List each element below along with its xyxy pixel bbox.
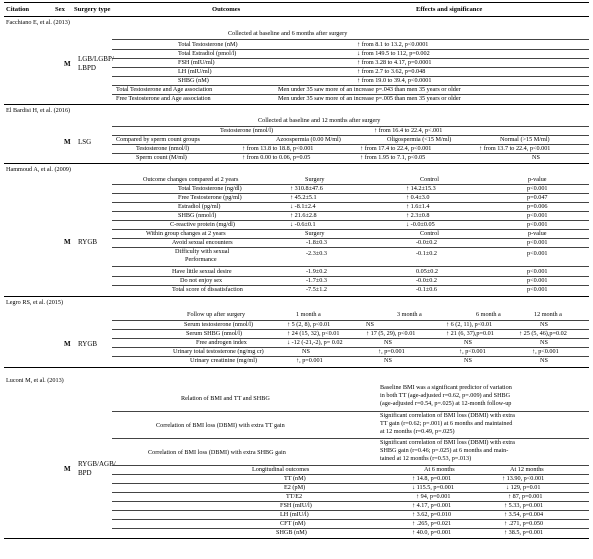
effect-value: Men under 35 saw more of an increase p=.005 than men 35 years or older (278, 95, 461, 102)
effect-value: NS (384, 357, 392, 364)
effect-value: ↑ 6 (2, 11), p<0.01 (446, 321, 493, 328)
row-rule (112, 356, 589, 357)
effect-value: NS (366, 321, 374, 328)
effect-value: ↑ 14.2±15.3 (406, 185, 436, 192)
effect-value: ↓ -0.6±0.1 (290, 221, 316, 228)
effect-value: ↓ 129, p=0.01 (506, 484, 541, 491)
effect-line: Significant correlation of BMI loss (DBMI) with extra (380, 439, 515, 446)
section-col-header: 6 month a (476, 311, 501, 318)
effect-value: ↑ .271, p=0.050 (504, 520, 544, 527)
effect-value: p<0.001 (527, 250, 548, 257)
effect-value: ↑ 25 (5, 46),p=0.02 (519, 330, 567, 337)
outcome-label: Sperm count (M/ml) (136, 154, 187, 161)
section-col-header: p-value (528, 176, 547, 183)
surgery-type: RYGB/AGB/ (78, 460, 116, 468)
outcome-label: Performance (185, 256, 217, 263)
sex-value: M (64, 238, 71, 246)
effect-value: ↑ 310.8±47.6 (290, 185, 323, 192)
effect-value: 0.05±0.2 (416, 268, 438, 275)
section-col-header: Control (420, 176, 439, 183)
effect-value: ↑ .265, p=0.021 (412, 520, 452, 527)
effect-value: ↑ 1.6±1.4 (406, 203, 430, 210)
outcome-label: LH (mIU/l) (280, 511, 309, 518)
outcome-label: E2 (pM) (284, 484, 306, 491)
effect-value: ↑ from 19.0 to 39.4, p<0.0001 (357, 77, 432, 84)
effect-value: -0.1±0.2 (416, 250, 437, 257)
outcome-label: Testosterone (nmol/l) (136, 145, 190, 152)
outcome-label: Total Estradiol (pmol/l) (178, 50, 237, 57)
effect-value: ↑ from 13.7 to 22.4, p<0.001 (479, 145, 551, 152)
effect-value: p=0.006 (527, 203, 548, 210)
effect-value: ↓ -0.0±0.05 (406, 221, 435, 228)
sex-value: M (64, 60, 71, 68)
effect-value: -1.8±0.3 (306, 239, 327, 246)
section-subheader: Collected at baseline and 12 months after surgery (258, 117, 381, 124)
effect-value: ↑ from 17.4 to 22.4, p<0.001 (360, 145, 432, 152)
effect-value: NS (540, 321, 548, 328)
citation: Facchiano E, et al. (2013) (6, 19, 70, 26)
effect-value: ↑, p<0.001 (532, 348, 559, 355)
table-bottom-rule (4, 538, 589, 539)
outcome-label: C-reactive protein (mg/dl) (170, 221, 235, 228)
sex-value: M (64, 340, 71, 348)
outcome-label: Urinary total testosterone (ng/mg cr) (173, 348, 264, 355)
outcome-label: TT (nM) (284, 475, 306, 482)
section-col-header: At 12 months (510, 466, 544, 473)
effect-value: p<0.001 (527, 185, 548, 192)
section-col-header: Control (420, 230, 439, 237)
section-col-header: 12 month a (534, 311, 562, 318)
effect-value: -1.7±0.3 (306, 277, 327, 284)
outcome-label: FSH (mIU/ml) (178, 59, 215, 66)
effect-value: ↑ 5.33, p=0.001 (504, 502, 544, 509)
section-col-header: At 6 months (424, 466, 455, 473)
effect-line: Baseline BMI was a significant predictor of variation (380, 384, 512, 391)
effect-value: Men under 35 saw more of an increase p=.043 than men 35 years or older (278, 86, 461, 93)
outcome-label: Serum SHBG (nmol/l) (186, 330, 243, 337)
sex-value: M (64, 465, 71, 473)
outcome-label: Correlation of BMI loss (DBMI) with extra SHBG gain (148, 449, 286, 456)
row-rule (112, 338, 589, 339)
citation: Hammoud A, et al. (2009) (6, 166, 71, 173)
effect-value: ↑ from 2.7 to 3.62, p=0.048 (357, 68, 426, 75)
effect-value: ↑ 38.5, p=0.001 (504, 529, 544, 536)
effect-value: ↑ 40.0, p=0.001 (412, 529, 452, 536)
effect-value: ↓ -8.1±2.4 (290, 203, 316, 210)
outcome-label: Free Testosterone and Age association (116, 95, 211, 102)
effect-value: -0.0±0.2 (416, 277, 437, 284)
effect-value: ↓ -12 (-21,-2), p= 0.02 (287, 339, 343, 346)
effect-value: ↑ from 0.00 to 0.06, p=0.05 (242, 154, 311, 161)
citation: Luconi M, et al. (2013) (6, 377, 64, 384)
effect-value: ↑ from 3.28 to 4.17, p=0.0001 (357, 59, 432, 66)
effect-value: ↑ 21.6±2.8 (290, 212, 317, 219)
group-compare-label: Compared by sperm count groups (116, 136, 200, 143)
effect-value: ↑ from 13.8 to 18.8, p<0.001 (242, 145, 314, 152)
sex-value: M (64, 138, 71, 146)
header-rule (4, 16, 589, 17)
outcome-label: Serum testosterone (nmol/l) (184, 321, 254, 328)
col-header-outcomes: Outcomes (212, 6, 241, 13)
effect-value: NS (384, 339, 392, 346)
outcome-label: Free Testosterone (pg/ml) (178, 194, 242, 201)
outcome-label: TT/E2 (286, 493, 303, 500)
effect-value: ↑ from 1.95 to 7.1, p<0.05 (360, 154, 426, 161)
table-top-rule (4, 2, 589, 3)
col-header-sex: Sex (55, 6, 65, 13)
effect-value: p<0.001 (527, 277, 548, 284)
outcome-label: Correlation of BMI loss (DBMI) with extra TT gain (156, 422, 285, 429)
effect-value: NS (540, 339, 548, 346)
effect-value: p<0.001 (527, 221, 548, 228)
outcome-label: Testosterone (nmol/l) (220, 127, 274, 134)
effect-value: ↑ 3.62, p=0.010 (412, 511, 452, 518)
section-col-header: Surgery (305, 176, 325, 183)
effect-value: p=0.047 (527, 194, 548, 201)
effect-value: ↑ 0.4±3.0 (406, 194, 430, 201)
citation: El Bardisi H, et al. (2016) (6, 107, 71, 114)
study-rule (4, 296, 589, 297)
effect-value: ↓ 115.5, p=0.001 (412, 484, 454, 491)
outcome-label: Do not enjoy sex (180, 277, 223, 284)
outcome-label: SHBG (nmol/l) (178, 212, 217, 219)
outcome-label: FSH (mIU/l) (280, 502, 312, 509)
section-col-header: 1 month a (296, 311, 321, 318)
effect-value: ↑ 45.2±5.1 (290, 194, 317, 201)
effect-value: ↓ from 149.5 to 112, p=0.002 (357, 50, 430, 57)
effect-line: (age-adjusted r=0.54, p=.025) at 12-month follow-up (380, 400, 512, 407)
effect-value: ↑ 3.54, p=0.004 (504, 511, 544, 518)
study-rule (4, 163, 589, 164)
study-rule (4, 367, 589, 368)
effect-value: -1.9±0.2 (306, 268, 327, 275)
effect-value: ↑ 87, p=0.001 (508, 493, 543, 500)
outcome-label: Difficulty with sexual (175, 248, 230, 255)
section-col-header: Longitudinal outcomes (252, 466, 310, 473)
surgery-type: RYGB (78, 238, 98, 246)
outcome-label: Total score of dissatisfaction (172, 286, 243, 293)
section-col-header: Follow up after surgery (187, 311, 246, 318)
section-col-header: 3 month a (397, 311, 422, 318)
effect-line: tained at 12 months (r=0.53, p=.013) (380, 455, 472, 462)
effect-value: ↑, p=0.001 (378, 348, 405, 355)
effect-value: p<0.001 (527, 286, 548, 293)
effect-value: ↑, p=0.001 (296, 357, 323, 364)
effect-value: ↑ 2.3±0.8 (406, 212, 430, 219)
group-header: Oligospermia (<15 M/ml) (387, 136, 452, 143)
row-rule (112, 329, 589, 330)
section-col-header: p-value (528, 230, 547, 237)
row-rule (112, 126, 589, 127)
surgery-type: LBPD (78, 64, 96, 72)
row-rule (112, 411, 589, 412)
effect-value: NS (302, 348, 310, 355)
section-subheader: Collected at baseline and 6 months after surgery (228, 30, 348, 37)
outcome-label: CFT (nM) (280, 520, 306, 527)
effect-value: NS (464, 357, 472, 364)
effect-value: ↑ 94, p=0.001 (416, 493, 451, 500)
outcome-label: Total Testosterone (nM) (178, 41, 238, 48)
surgery-type: LSG (78, 138, 92, 146)
row-rule (112, 438, 589, 439)
outcome-label: Relation of BMI and TT and SHBG (181, 395, 270, 402)
outcome-label: SHGB (nM) (276, 529, 307, 536)
effect-value: ↑ from 8.1 to 13.2, p<0.0001 (357, 41, 429, 48)
outcome-label: SHBG (nM) (178, 77, 209, 84)
effect-value: -2.3±0.3 (306, 250, 327, 257)
row-rule (112, 266, 589, 267)
effect-value: p<0.001 (527, 268, 548, 275)
surgery-type: RYGB (78, 340, 98, 348)
effect-line: SHBG gain (r=0.46; p=.025) at 6 months and main- (380, 447, 509, 454)
effect-line: at 12 months (r=0.49, p=.025) (380, 428, 455, 435)
effect-value: p<0.001 (527, 212, 548, 219)
outcome-label: Total Testosterone (ng/dl) (178, 185, 242, 192)
effect-value: ↑ 17 (5, 29), p<0.01 (366, 330, 416, 337)
row-rule (112, 39, 589, 40)
outcome-label: LH (mIU/ml) (178, 68, 212, 75)
effect-value: ↑ 21 (6, 37),p=0.01 (446, 330, 494, 337)
group-header: Normal (>15 M/ml) (500, 136, 550, 143)
effect-value: ↑ 14.8, p=0.001 (412, 475, 452, 482)
outcome-label: Avoid sexual encounters (172, 239, 233, 246)
outcome-label: Have little sexual desire (172, 268, 232, 275)
outcome-label: Total Testosterone and Age association (116, 86, 213, 93)
effect-value: -0.0±0.2 (416, 239, 437, 246)
outcome-label: Free androgen index (196, 339, 247, 346)
surgery-type: LGB/LGBP/ (78, 55, 114, 63)
effect-value: ↑ 13.90, p<0.001 (502, 475, 545, 482)
effect-value: -7.5±1.2 (306, 286, 327, 293)
effect-line: in both TT (age-adjusted r=0.62, p=.009) and SHBG (380, 392, 511, 399)
col-header-surgery: Surgery type (74, 6, 111, 13)
effect-value: ↑ from 16.4 to 22.4, p<.001 (374, 127, 443, 134)
col-header-effects: Effects and significance (416, 6, 483, 13)
effect-line: Significant correlation of BMI loss (DBMI) with extra (380, 412, 515, 419)
section-col-header: Outcome changes compared at 2 years (143, 176, 239, 183)
effect-value: ↑ 5 (2, 8), p<0.01 (287, 321, 331, 328)
study-rule (4, 104, 589, 105)
effect-value: NS (540, 357, 548, 364)
section-col-header: Within group changes at 2 years (146, 230, 226, 237)
effect-value: NS (532, 154, 540, 161)
effect-value: ↑ 4.17, p=0.001 (412, 502, 452, 509)
section-col-header: Surgery (305, 230, 325, 237)
outcome-label: Estradiol (pg/ml) (178, 203, 221, 210)
effect-value: ↑, p<0.001 (459, 348, 486, 355)
outcome-label: Urinary creatinine (mg/ml) (190, 357, 258, 364)
effect-value: ↑ 24 (15, 32), p<0.01 (287, 330, 340, 337)
citation: Legro RS, et al. (2015) (6, 299, 64, 306)
effect-value: -0.1±0.6 (416, 286, 437, 293)
surgery-type: BPD (78, 469, 92, 477)
effect-value: p<0.001 (527, 239, 548, 246)
group-header: Azoospermia (0.00 M/ml) (276, 136, 341, 143)
effect-line: TT gain (r=0.62; p=.001) at 6 months and maintained (380, 420, 513, 427)
effect-value: NS (464, 339, 472, 346)
col-header-citation: Citation (6, 6, 30, 13)
